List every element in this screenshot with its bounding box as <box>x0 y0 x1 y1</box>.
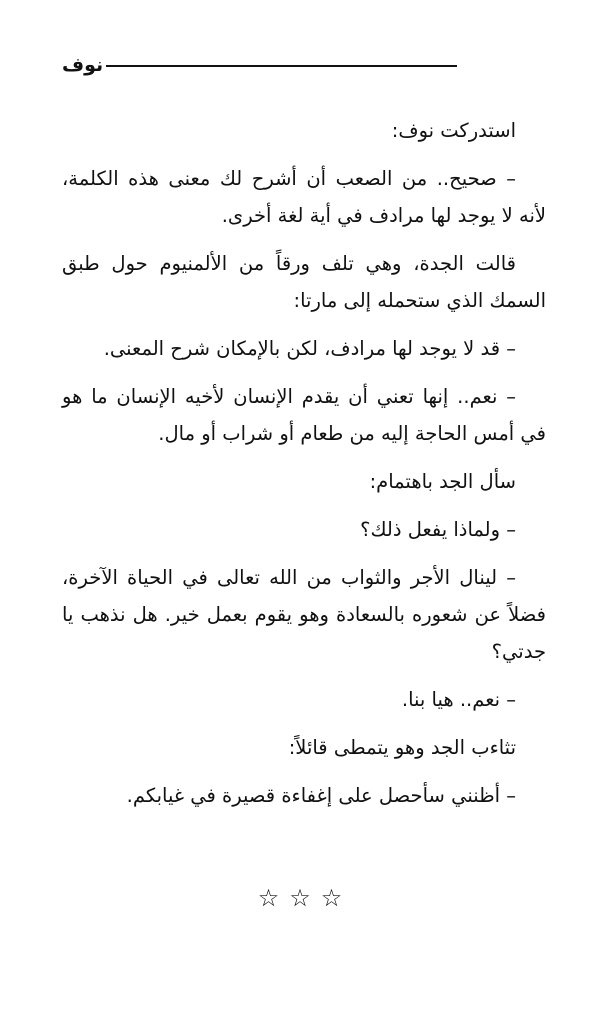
header-rule <box>106 65 457 67</box>
paragraph: قالت الجدة، وهي تلف ورقاً من الألمنيوم حول طبق السمك الذي ستحمله إلى مارتا: <box>62 252 546 312</box>
running-title: نوف <box>62 54 104 76</box>
story-text <box>62 112 546 825</box>
paragraph: استدركت نوف: <box>391 119 516 142</box>
paragraph: – ولماذا يفعل ذلك؟ <box>360 518 516 541</box>
paragraph: – صحيح.. من الصعب أن أشرح لك معنى هذه الكلمة، لأنه لا يوجد لها مرادف في أية لغة أخرى. <box>62 167 546 227</box>
paragraph: – نعم.. إنها تعني أن يقدم الإنسان لأخيه الإنسان ما هو في أمس الحاجة إليه من طعام أو شراب أو مال. <box>62 385 546 445</box>
section-separator-stars: ☆☆☆ <box>257 884 353 912</box>
paragraph: – أظنني سأحصل على إغفاءة قصيرة في غيابكم. <box>126 784 516 807</box>
paragraph: – قد لا يوجد لها مرادف، لكن بالإمكان شرح المعنى. <box>103 337 516 360</box>
paragraph: تثاءب الجد وهو يتمطى قائلاً: <box>288 736 516 759</box>
paragraph: – لينال الأجر والثواب من الله تعالى في الحياة الآخرة، فضلاً عن شعوره بالسعادة وهو يقوم بعمل خير. هل نذهب يا جدتي؟ <box>62 566 546 663</box>
paragraph: – نعم.. هيا بنا. <box>401 688 516 711</box>
page-header <box>62 52 457 78</box>
paragraph: سأل الجد باهتمام: <box>369 470 516 493</box>
